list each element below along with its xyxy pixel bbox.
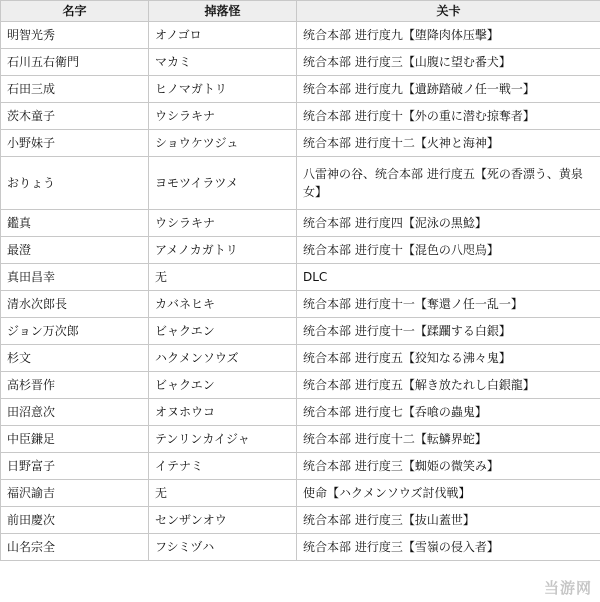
cell-stage: 统合本部 进行度九【堕降肉体压擊】: [297, 22, 600, 49]
cell-drop: 无: [149, 480, 297, 507]
cell-drop: マカミ: [149, 49, 297, 76]
cell-stage: 统合本部 进行度十二【転鱗界蛇】: [297, 426, 600, 453]
cell-name: 鑑真: [1, 210, 149, 237]
table-row: [1, 237, 600, 264]
cell-stage: 统合本部 进行度四【泥泳の黒鯰】: [297, 210, 600, 237]
cell-drop: ショウケツジュ: [149, 130, 297, 157]
cell-stage: 统合本部 进行度三【山腹に望む番犬】: [297, 49, 600, 76]
cell-name: おりょう: [1, 157, 149, 210]
table-row: [1, 426, 600, 453]
cell-name: 小野妹子: [1, 130, 149, 157]
cell-name: 杉文: [1, 345, 149, 372]
cell-stage: 统合本部 进行度十一【奪還ノ任一乱一】: [297, 291, 600, 318]
header-name: 名字: [1, 1, 149, 22]
cell-name: 最澄: [1, 237, 149, 264]
cell-drop: ヒノマガトリ: [149, 76, 297, 103]
cell-name: 中臣鎌足: [1, 426, 149, 453]
cell-drop: ビャクエン: [149, 318, 297, 345]
table-row: [1, 291, 600, 318]
cell-stage: 统合本部 进行度十【混色の八咫烏】: [297, 237, 600, 264]
cell-drop: ハクメンソウズ: [149, 345, 297, 372]
cell-name: 茨木童子: [1, 103, 149, 130]
cell-stage: 统合本部 进行度七【呑喰の蟲鬼】: [297, 399, 600, 426]
cell-name: 真田昌幸: [1, 264, 149, 291]
cell-drop: フシミヅハ: [149, 534, 297, 561]
table-row: [1, 264, 600, 291]
cell-name: 福沢諭吉: [1, 480, 149, 507]
cell-drop: ウシラキナ: [149, 103, 297, 130]
cell-name: 明智光秀: [1, 22, 149, 49]
cell-name: 前田慶次: [1, 507, 149, 534]
header-stage: 关卡: [297, 1, 600, 22]
cell-name: ジョン万次郎: [1, 318, 149, 345]
table-row: [1, 130, 600, 157]
cell-drop: ウシラキナ: [149, 210, 297, 237]
cell-name: 田沼意次: [1, 399, 149, 426]
table-body: [1, 22, 600, 561]
cell-stage: 统合本部 进行度三【抜山蓋世】: [297, 507, 600, 534]
table-row: [1, 534, 600, 561]
cell-drop: イテナミ: [149, 453, 297, 480]
cell-stage: 统合本部 进行度三【蜘姫の微笑み】: [297, 453, 600, 480]
cell-drop: オヌホウコ: [149, 399, 297, 426]
cell-stage: DLC: [297, 264, 600, 291]
cell-drop: アメノカガトリ: [149, 237, 297, 264]
cell-name: 日野富子: [1, 453, 149, 480]
cell-stage: 统合本部 进行度五【解き放たれし白銀龍】: [297, 372, 600, 399]
cell-stage: 统合本部 进行度三【雪嶺の侵入者】: [297, 534, 600, 561]
table-row: [1, 210, 600, 237]
table-row: [1, 453, 600, 480]
cell-name: 石田三成: [1, 76, 149, 103]
header-row: [1, 1, 600, 22]
cell-drop: カバネヒキ: [149, 291, 297, 318]
cell-drop: ビャクエン: [149, 372, 297, 399]
table-row: [1, 49, 600, 76]
cell-stage: 八雷神の谷、统合本部 进行度五【死の香漂う、黄泉女】: [297, 157, 600, 210]
cell-name: 山名宗全: [1, 534, 149, 561]
header-drop: 掉落怪: [149, 1, 297, 22]
cell-drop: センザンオウ: [149, 507, 297, 534]
cell-name: 清水次郎長: [1, 291, 149, 318]
cell-stage: 统合本部 进行度十一【蹂躙する白銀】: [297, 318, 600, 345]
cell-stage: 统合本部 进行度十【外の重に潜む掠奪者】: [297, 103, 600, 130]
cell-drop: オノゴロ: [149, 22, 297, 49]
cell-stage: 统合本部 进行度九【遺跡踏破ノ任一戦一】: [297, 76, 600, 103]
table-row: [1, 157, 600, 210]
table-row: [1, 103, 600, 130]
table-row: [1, 399, 600, 426]
cell-stage: 统合本部 进行度五【狡知なる沸々鬼】: [297, 345, 600, 372]
table-header: [1, 1, 600, 22]
watermark-logo: 当游网: [543, 579, 592, 597]
cell-drop: 无: [149, 264, 297, 291]
table-row: [1, 480, 600, 507]
table-row: [1, 507, 600, 534]
table-row: [1, 318, 600, 345]
table-row: [1, 345, 600, 372]
cell-stage: 统合本部 进行度十二【火神と海神】: [297, 130, 600, 157]
cell-name: 高杉晋作: [1, 372, 149, 399]
table-row: [1, 372, 600, 399]
cell-drop: テンリンカイジャ: [149, 426, 297, 453]
cell-name: 石川五右衛門: [1, 49, 149, 76]
cell-drop: ヨモツイラツメ: [149, 157, 297, 210]
table-row: [1, 22, 600, 49]
table-row: [1, 76, 600, 103]
cell-stage: 使命【ハクメンソウズ討伐戦】: [297, 480, 600, 507]
